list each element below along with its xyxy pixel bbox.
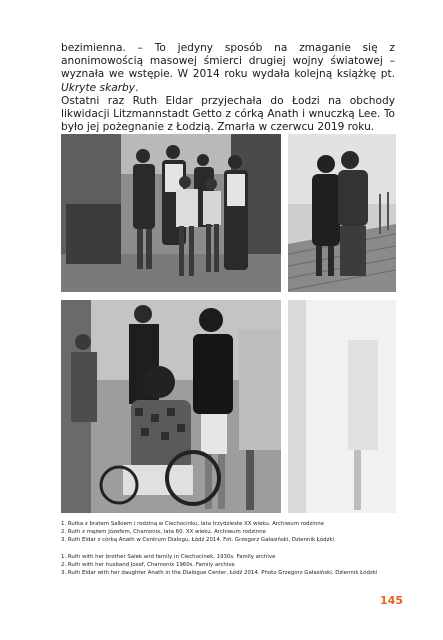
captions-polish (61, 520, 401, 545)
caption-pl-2: 2. Ruth z mężem Józefem, Chamonix, lata 60. XX wieku. Archiwum rodzinne (61, 529, 266, 536)
book-title: Ukryte skarby (61, 81, 136, 94)
photo-family-group (61, 134, 281, 292)
caption-pl-1: 1. Rutka z bratem Salkiem i rodziną w Ciechocinku, lata trzydzieste XX wieku. Archiwum rodzinne (61, 521, 324, 527)
photo-captions (61, 520, 401, 577)
body-text (61, 42, 395, 134)
paragraph-1-end: . (135, 81, 139, 94)
paragraph-1 (61, 42, 395, 95)
paragraph-2: Ostatni raz Ruth Eldar przyjechała do Łodzi na obchody likwidacji Litzmannstadt Getto z córką Anath i wnuczką Lee. To było jej pożegnanie z Łodzią. Zmarła w czerwcu 2019 roku. (61, 94, 395, 134)
page-number: 145 (380, 594, 403, 607)
caption-en-1: 1. Ruth with her brother Salek and family in Ciechocinek, 1930s. Family archive (61, 553, 276, 560)
caption-pl-3: 3. Ruth Eldar z córką Anath w Centrum Dialogu, Łódź 2014. Fot. Grzegorz Gałasiński, Dziennik Łódzki (61, 537, 334, 544)
caption-en-3: 3. Ruth Eldar with her daughter Anath in the Dialogue Center, Łódź 2014. Photo Grzegorz Gałasiński, Dziennik Łódzki (61, 570, 378, 577)
photo-wheelchair-dialogue-center (61, 300, 281, 513)
caption-en-2: 2. Ruth with her husband Josef, Chamonix 1960s. Family archive (61, 561, 235, 568)
photo-couple-pier (288, 134, 396, 292)
caption-gap (61, 545, 401, 553)
paragraph-1-text: bezimienna. – To jedyny sposób na zmaganie się z anonimowością masowej śmierci drugiej wojny światowej – wyznała we wstępie. W 2014 roku wydała kolejną książkę pt. (61, 42, 395, 81)
captions-english (61, 553, 401, 578)
photo-side-crop (288, 300, 396, 513)
